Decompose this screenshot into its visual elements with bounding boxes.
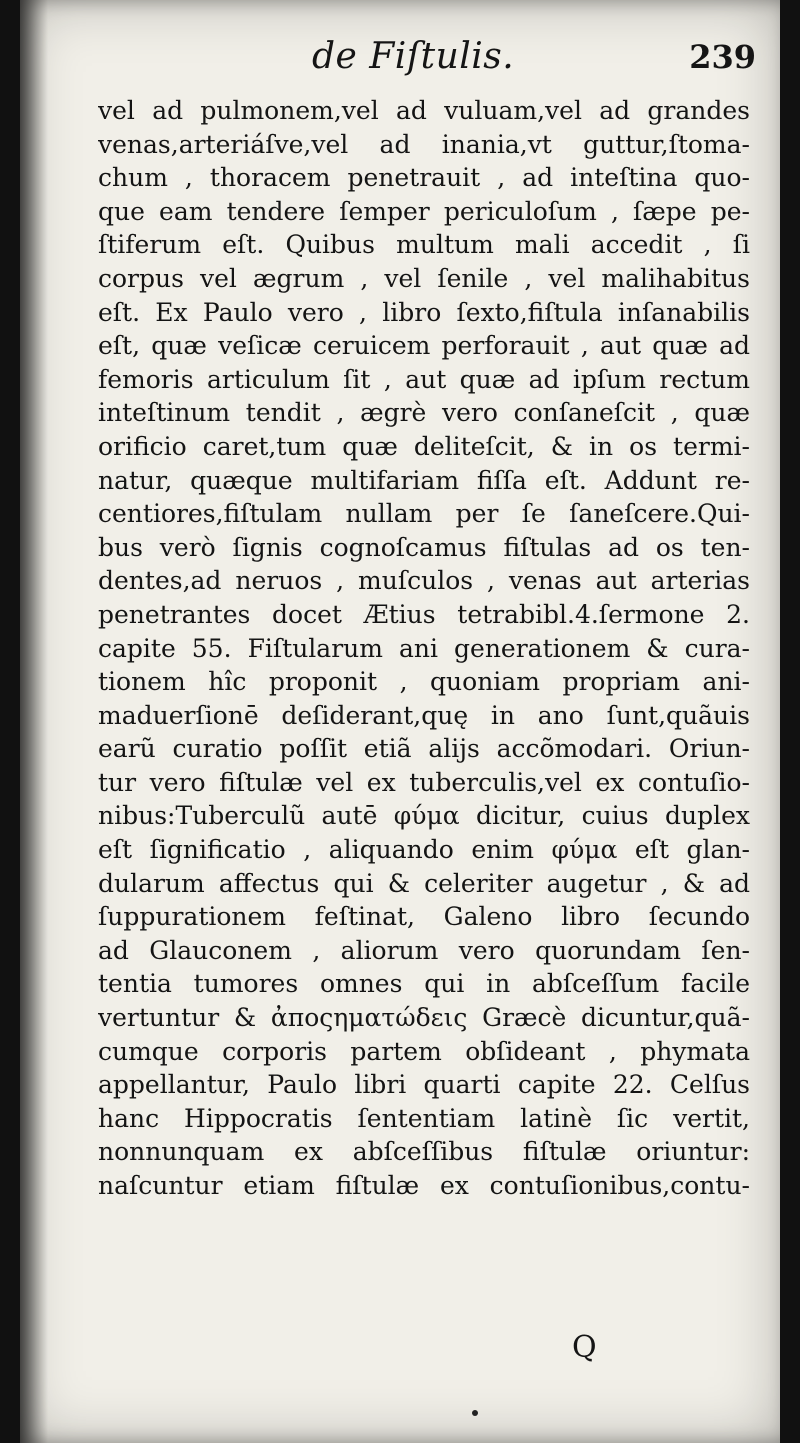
text-line: tur vero fiſtulæ vel ex tuberculis,vel ex contuſio- xyxy=(98,767,750,797)
text-line: tentia tumores omnes qui in abſceſſum facile xyxy=(98,969,750,999)
running-head xyxy=(20,36,780,86)
text-line: penetrantes docet Ætius tetrabibl.4.ſermone 2. xyxy=(98,599,750,629)
catchword: Q xyxy=(572,1330,597,1365)
text-line: cumque corporis partem obſideant , phymata xyxy=(98,1036,750,1066)
text-line: orificio caret,tum quæ deliteſcit, & in os termi- xyxy=(98,431,750,461)
text-line: eſt ſignificatio , aliquando enim φύμα eſt glan- xyxy=(98,835,750,865)
text-line: vertuntur & ἀποςηματώδεις Græcè dicuntur,quã- xyxy=(98,1003,750,1033)
text-line: vel ad pulmonem,vel ad vuluam,vel ad grandes xyxy=(98,96,750,125)
text-line: nonnunquam ex abſceſſibus fiſtulæ oriuntur: xyxy=(98,1137,750,1167)
ink-speck xyxy=(472,1410,478,1416)
running-head-title: de Fiſtulis. xyxy=(312,36,515,77)
text-line: maduerſionē deſiderant,quę in ano ſunt,quãuis xyxy=(98,700,750,730)
text-line: eſt, quæ veſicæ ceruicem perforauit , aut quæ ad xyxy=(98,331,750,361)
text-line: dularum affectus qui & celeriter augetur , & ad xyxy=(98,868,750,898)
text-line: chum , thoracem penetrauit , ad inteſtina quo- xyxy=(98,163,750,193)
text-line: hanc Hippocratis ſententiam latinè ſic vertit, xyxy=(98,1103,750,1133)
text-line: ad Glauconem , aliorum vero quorundam ſen- xyxy=(98,935,750,965)
text-line: nibus:Tuberculũ autē φύμα dicitur, cuius duplex xyxy=(98,801,750,831)
text-line: capite 55. Fiſtularum ani generationem & cura- xyxy=(98,633,750,663)
text-line: natur, quæque multifariam fiſſa eſt. Addunt re- xyxy=(98,465,750,495)
text-line: venas,arteriáſve,vel ad inania,vt guttur,ſtoma- xyxy=(98,129,750,159)
text-line: centiores,fiſtulam nullam per ſe ſaneſcere.Qui- xyxy=(98,499,750,529)
gutter-shadow xyxy=(20,0,48,1443)
text-line: bus verò ſignis cognoſcamus fiſtulas ad os ten- xyxy=(98,532,750,562)
text-line: inteſtinum tendit , ægrè vero conſaneſcit , quæ xyxy=(98,398,750,428)
text-line: tionem hîc proponit , quoniam propriam ani- xyxy=(98,667,750,697)
text-line: femoris articulum ſit , aut quæ ad ipſum rectum xyxy=(98,364,750,394)
text-line: dentes,ad neruos , muſculos , venas aut arterias xyxy=(98,566,750,596)
page-number: 239 xyxy=(689,38,756,76)
text-line: corpus vel ægrum , vel ſenile , vel malihabitus xyxy=(98,263,750,293)
text-line: earũ curatio poſſit etiã alijs accõmodari. Oriun- xyxy=(98,734,750,764)
book-page xyxy=(20,0,780,1443)
text-line: que eam tendere ſemper periculoſum , ſæpe pe- xyxy=(98,196,750,226)
text-line: appellantur, Paulo libri quarti capite 22. Celſus xyxy=(98,1070,750,1100)
text-line: eſt. Ex Paulo vero , libro ſexto,fiſtula inſanabilis xyxy=(98,297,750,327)
text-line: naſcuntur etiam fiſtulæ ex contuſionibus,contu- xyxy=(98,1171,750,1200)
text-line: ſuppurationem feſtinat, Galeno libro ſecundo xyxy=(98,902,750,932)
body-text xyxy=(98,94,750,1203)
text-line: ſtiferum eſt. Quibus multum mali accedit , ſi xyxy=(98,230,750,260)
